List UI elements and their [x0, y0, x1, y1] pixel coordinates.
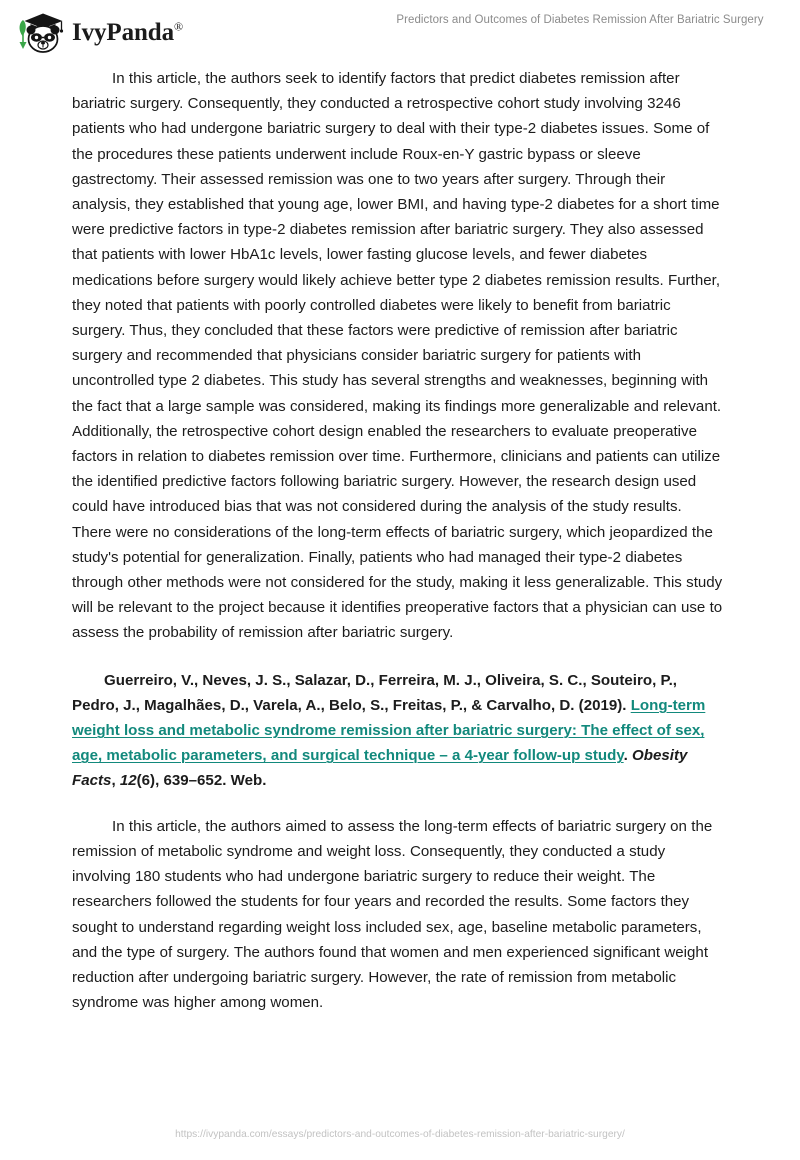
page-title: Predictors and Outcomes of Diabetes Remission After Bariatric Surgery [396, 14, 764, 26]
document-body [72, 66, 724, 1015]
brand-name: IvyPanda® [72, 18, 184, 46]
citation-title-link[interactable]: Long-term weight loss and metabolic syndrome remission after bariatric surgery: The effect of sex, age, metabolic parameters, and surgical technique – a 4-year follow-up study [72, 696, 706, 765]
citation-authors-year: Guerreiro, V., Neves, J. S., Salazar, D., Ferreira, M. J., Oliveira, S. C., Souteiro, P., Pedro, J., Magalhães, D., Varela, A., Belo, S., Freitas, P., & Carvalho, D. (2019). [72, 671, 677, 714]
footer-source-url: https://ivypanda.com/essays/predictors-and-outcomes-of-diabetes-remission-after-bariatric-surgery/ [175, 1129, 625, 1140]
citation-volume: 12 [119, 772, 137, 790]
citation-after-link: . [623, 747, 633, 765]
page-header [0, 0, 800, 58]
reference-citation [72, 668, 724, 794]
page-footer [0, 1124, 800, 1142]
registered-mark: ® [174, 19, 184, 34]
citation-issue-pages: (6), 639–652. Web. [136, 772, 267, 790]
brand-logo-link[interactable] [14, 10, 183, 54]
citation-journal-separator: , [111, 772, 120, 790]
paragraph-article-summary-2: In this article, the authors aimed to assess the long-term effects of bariatric surgery on the remission of metabolic syndrome and weight loss. Consequently, they conducted a study involving 180 students who had undergone bariatric surgery to reduce their weight. The researchers followed the students for four years and recorded the results. Some factors they sought to understand regarding weight loss included sex, age, baseline metabolic parameters, and the type of surgery. The authors found that women and men experienced significant weight reduction after undergoing bariatric surgery. However, the rate of remission from metabolic syndrome was higher among women. [72, 817, 713, 1012]
paragraph-article-summary-1: In this article, the authors seek to identify factors that predict diabetes remission after bariatric surgery. Consequently, they conducted a retrospective cohort study involving 3246 patients who had undergone bariatric surgery to deal with their type-2 diabetes issues. Some of the procedures these patients underwent include Roux-en-Y gastric bypass or sleeve gastrectomy. Their assessed remission was one to two years after surgery. Through their analysis, they established that young age, lower BMI, and having type-2 diabetes for a short time were predictive factors in type-2 diabetes remission after bariatric surgery. They also assessed that patients with lower HbA1c levels, lower fasting glucose levels, and fewer diabetes medications before surgery would likely achieve better type 2 diabetes remission results. Further, they noted that patients with poorly controlled diabetes were likely to benefit from bariatric surgery. Thus, they concluded that these factors were predictive of remission after bariatric surgery and recommended that physicians consider bariatric surgery for patients with uncontrolled type 2 diabetes. This study has several strengths and weaknesses, beginning with the fact that a large sample was considered, making its findings more generalizable and relevant. Additionally, the retrospective cohort design enabled the researchers to evaluate preoperative factors in relation to diabetes remission over time. Furthermore, clinicians and patients can utilize the identified predictive factors following bariatric surgery. However, the research design used could have introduced bias that was not considered during the analysis of the study results. There were no considerations of the long-term effects of bariatric surgery, which jeopardized the study's potential for generalization. Finally, patients who had managed their type-2 diabetes through other methods were not considered for the study, making it less generalizable. This study will be relevant to the project because it identifies preoperative factors that a physician can use to assess the probability of remission after bariatric surgery. [72, 70, 723, 642]
panda-graduate-logo-icon [14, 10, 66, 54]
citation-journal-name: Obesity Facts [72, 747, 688, 790]
